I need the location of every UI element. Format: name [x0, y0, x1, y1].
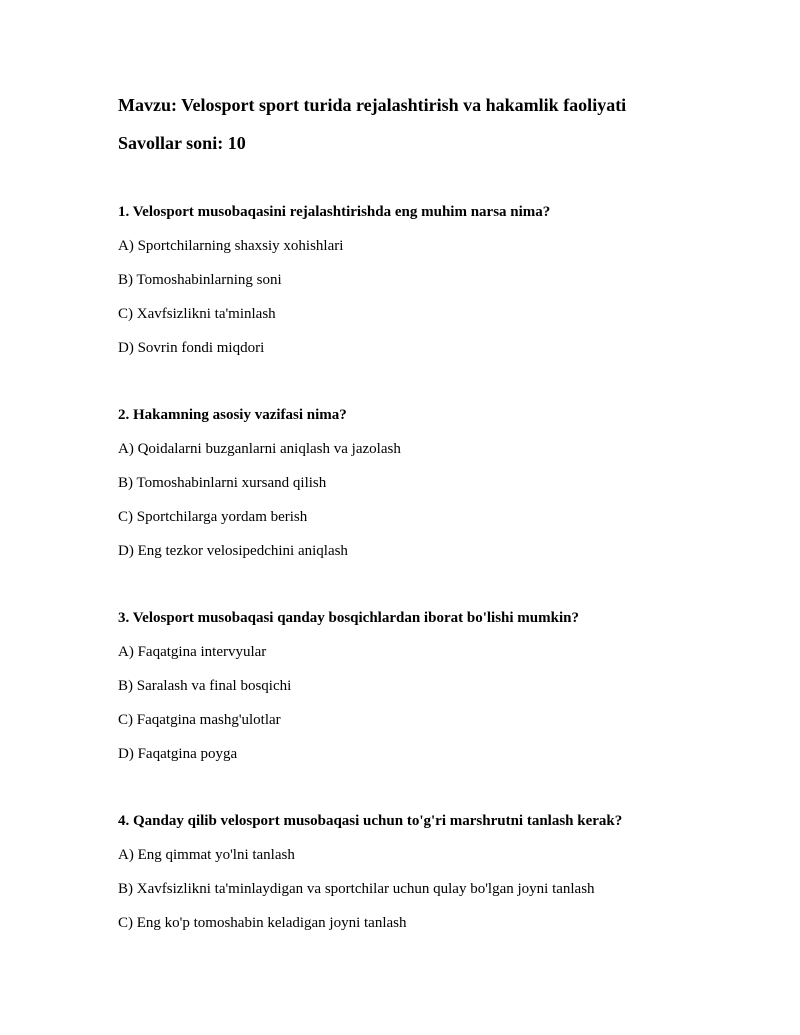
answer-option: D) Faqatgina poyga: [118, 746, 238, 762]
answer-option: C) Eng ko'p tomoshabin keladigan joyni tanlash: [118, 915, 407, 931]
answer-option: B) Xavfsizlikni ta'minlaydigan va sportchilar uchun qulay bo'lgan joyni tanlash: [118, 881, 595, 897]
answer-option: B) Tomoshabinlarni xursand qilish: [118, 475, 327, 491]
question-title: 4. Qanday qilib velosport musobaqasi uchun to'g'ri marshrutni tanlash kerak?: [118, 813, 623, 829]
answer-option: A) Qoidalarni buzganlarni aniqlash va jazolash: [118, 441, 401, 457]
question-title: 3. Velosport musobaqasi qanday bosqichlardan iborat bo'lishi mumkin?: [118, 610, 579, 626]
question-title: 2. Hakamning asosiy vazifasi nima?: [118, 407, 347, 423]
answer-option: C) Faqatgina mashg'ulotlar: [118, 712, 281, 728]
question-title: 1. Velosport musobaqasini rejalashtirishda eng muhim narsa nima?: [118, 204, 551, 220]
question-count: Savollar soni: 10: [118, 133, 246, 153]
answer-option: D) Sovrin fondi miqdori: [118, 340, 265, 356]
answer-option: B) Saralash va final bosqichi: [118, 678, 292, 694]
answer-option: C) Sportchilarga yordam berish: [118, 509, 308, 525]
document-topic: Mavzu: Velosport sport turida rejalashtirish va hakamlik faoliyati: [118, 95, 627, 115]
answer-option: A) Faqatgina intervyular: [118, 644, 267, 660]
answer-option: C) Xavfsizlikni ta'minlash: [118, 306, 276, 322]
answer-option: A) Eng qimmat yo'lni tanlash: [118, 847, 295, 863]
answer-option: D) Eng tezkor velosipedchini aniqlash: [118, 543, 348, 559]
answer-option: A) Sportchilarning shaxsiy xohishlari: [118, 238, 344, 254]
answer-option: B) Tomoshabinlarning soni: [118, 272, 282, 288]
